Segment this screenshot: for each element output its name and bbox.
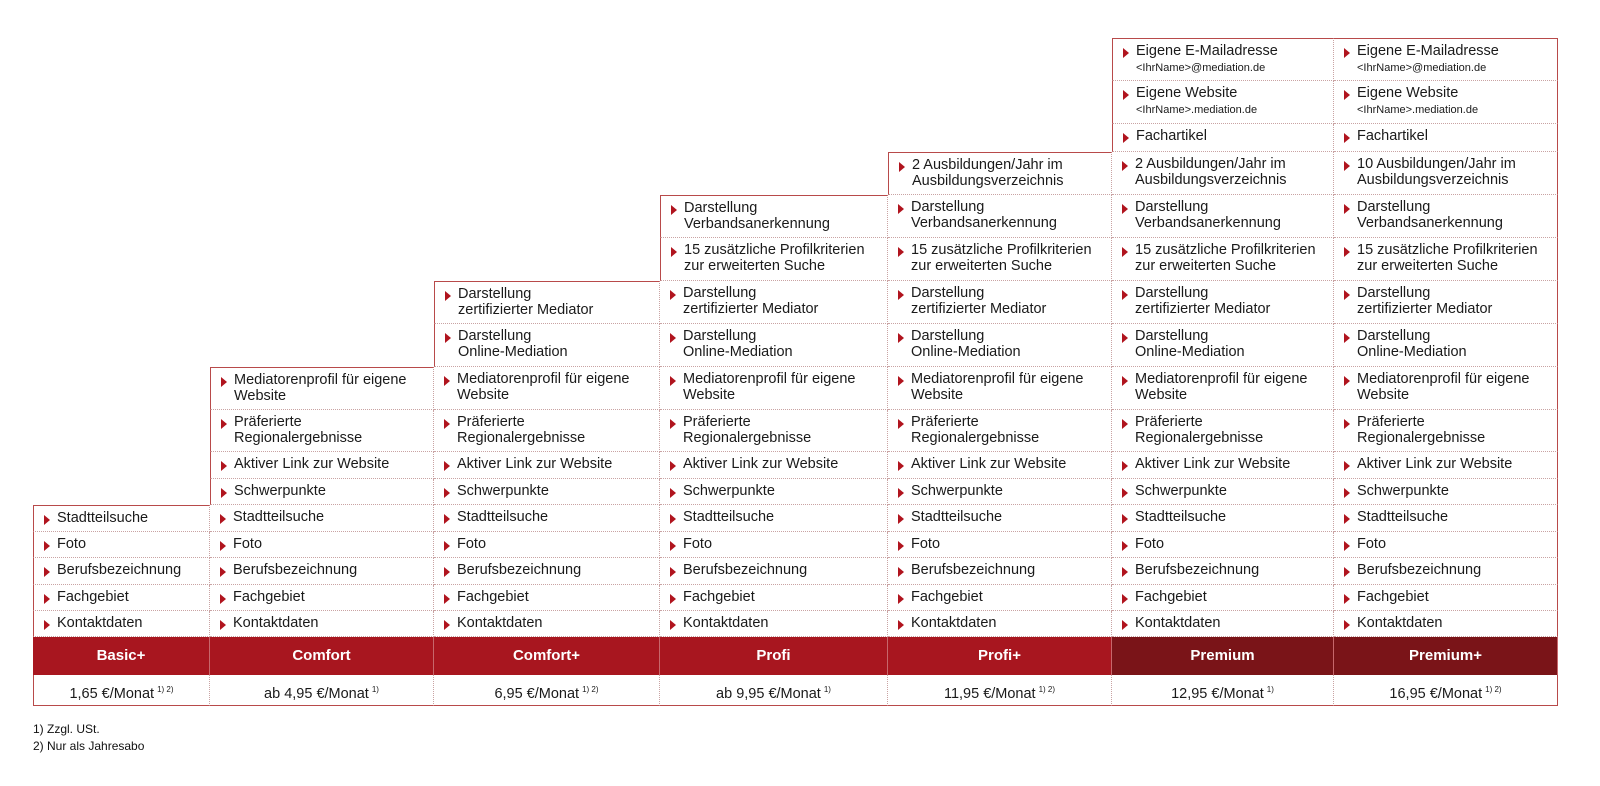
bullet-triangle-icon: [1123, 133, 1129, 143]
bullet-triangle-icon: [1123, 90, 1129, 100]
feature-cell: [1112, 585, 1334, 611]
bullet-triangle-icon: [221, 461, 227, 471]
bullet-triangle-icon: [445, 291, 451, 301]
feature-label: Mediatorenprofil für eigene Website: [234, 372, 407, 404]
feature-cell: [888, 452, 1112, 479]
bullet-triangle-icon: [1122, 419, 1128, 429]
feature-cell: [1334, 611, 1558, 637]
feature-cell: [1112, 367, 1334, 410]
feature-cell: [210, 479, 434, 505]
feature-cell: [1334, 81, 1558, 124]
plan-header: Premium+: [1334, 637, 1558, 675]
bullet-triangle-icon: [220, 594, 226, 604]
bullet-triangle-icon: [220, 620, 226, 630]
feature-cell: [210, 505, 434, 532]
price-value: 6,95 €/Monat: [494, 686, 580, 702]
bullet-triangle-icon: [670, 488, 676, 498]
footnotes: [33, 721, 144, 755]
feature-label: Präferierte Regionalergebnisse: [911, 414, 1040, 446]
bullet-triangle-icon: [898, 204, 904, 214]
feature-cell: [1112, 410, 1334, 452]
feature-cell: [1112, 238, 1334, 281]
feature-cell: [434, 532, 660, 558]
feature-cell: [1112, 611, 1334, 637]
plan-header: Comfort+: [434, 637, 660, 675]
feature-label: Fachgebiet: [57, 589, 129, 605]
feature-cell: [888, 195, 1112, 238]
feature-cell: [660, 195, 888, 238]
feature-cell: [434, 324, 660, 367]
feature-cell: [888, 558, 1112, 585]
feature-label: Schwerpunkte: [1135, 483, 1227, 499]
feature-cell: [1112, 195, 1334, 238]
footnote-1: 1) Zzgl. USt.: [33, 722, 100, 736]
feature-label: Darstellung Online-Mediation: [458, 328, 568, 360]
bullet-triangle-icon: [444, 461, 450, 471]
feature-label: Präferierte Regionalergebnisse: [234, 414, 363, 446]
plan-price: [1334, 675, 1558, 706]
bullet-triangle-icon: [1122, 488, 1128, 498]
feature-label: Darstellung zertifizierter Mediator: [911, 285, 1047, 317]
feature-label: Präferierte Regionalergebnisse: [1135, 414, 1264, 446]
feature-cell: [210, 410, 434, 452]
feature-label: Fachartikel: [1136, 128, 1207, 144]
bullet-triangle-icon: [1122, 204, 1128, 214]
feature-label: Stadtteilsuche: [457, 509, 549, 525]
bullet-triangle-icon: [898, 333, 904, 343]
bullet-triangle-icon: [898, 461, 904, 471]
feature-label: Eigene E-Mailadresse: [1136, 43, 1278, 59]
feature-label: Aktiver Link zur Website: [683, 456, 839, 472]
bullet-triangle-icon: [444, 488, 450, 498]
bullet-triangle-icon: [1344, 333, 1350, 343]
feature-label: Präferierte Regionalergebnisse: [457, 414, 586, 446]
bullet-triangle-icon: [1122, 567, 1128, 577]
bullet-triangle-icon: [898, 620, 904, 630]
price-footnote-ref: 1): [823, 685, 831, 694]
feature-label: Stadtteilsuche: [233, 509, 325, 525]
price-footnote-ref: 1) 2): [582, 685, 599, 694]
feature-label: Berufsbezeichnung: [57, 562, 182, 578]
bullet-triangle-icon: [221, 377, 227, 387]
feature-label: Eigene E-Mailadresse: [1357, 43, 1499, 59]
feature-cell: [888, 505, 1112, 532]
feature-cell: [888, 281, 1112, 324]
bullet-triangle-icon: [1122, 514, 1128, 524]
feature-cell: [888, 324, 1112, 367]
feature-label: Foto: [683, 536, 713, 552]
feature-label: Kontaktdaten: [57, 615, 143, 631]
feature-cell: [660, 505, 888, 532]
feature-label: Kontaktdaten: [1135, 615, 1221, 631]
bullet-triangle-icon: [1122, 461, 1128, 471]
feature-label: Berufsbezeichnung: [1357, 562, 1482, 578]
feature-label: Foto: [57, 536, 87, 552]
feature-cell: [434, 452, 660, 479]
bullet-triangle-icon: [1122, 161, 1128, 171]
feature-cell: [660, 611, 888, 637]
bullet-triangle-icon: [1122, 376, 1128, 386]
feature-label: Mediatorenprofil für eigene Website: [1135, 371, 1308, 403]
bullet-triangle-icon: [221, 488, 227, 498]
feature-cell: [210, 532, 434, 558]
bullet-triangle-icon: [898, 376, 904, 386]
bullet-triangle-icon: [44, 567, 50, 577]
feature-label: Schwerpunkte: [234, 483, 326, 499]
bullet-triangle-icon: [444, 541, 450, 551]
feature-label: Stadtteilsuche: [1357, 509, 1449, 525]
feature-cell: [1334, 195, 1558, 238]
plan-header: Basic+: [33, 637, 210, 675]
feature-label: Kontaktdaten: [457, 615, 543, 631]
price-value: 12,95 €/Monat: [1171, 686, 1264, 702]
bullet-triangle-icon: [671, 247, 677, 257]
plan-price: [888, 675, 1112, 706]
feature-label: Fachgebiet: [683, 589, 755, 605]
bullet-triangle-icon: [670, 461, 676, 471]
feature-cell: [1334, 452, 1558, 479]
feature-cell: [210, 367, 434, 410]
feature-label: Stadtteilsuche: [1135, 509, 1227, 525]
feature-cell: [1112, 81, 1334, 124]
feature-label: 2 Ausbildungen/Jahr im Ausbildungsverzeichnis: [1135, 156, 1287, 188]
bullet-triangle-icon: [898, 488, 904, 498]
feature-cell: [660, 367, 888, 410]
feature-cell: [210, 452, 434, 479]
feature-label: Darstellung Verbandsanerkennung: [1135, 199, 1281, 231]
bullet-triangle-icon: [1122, 290, 1128, 300]
bullet-triangle-icon: [1344, 90, 1350, 100]
feature-cell: [33, 558, 210, 585]
feature-cell: [660, 585, 888, 611]
feature-label: Präferierte Regionalergebnisse: [1357, 414, 1486, 446]
feature-cell: [434, 585, 660, 611]
plan-price: [33, 675, 210, 706]
feature-label: Berufsbezeichnung: [457, 562, 582, 578]
feature-label: Darstellung zertifizierter Mediator: [1357, 285, 1493, 317]
feature-cell: [660, 281, 888, 324]
feature-label: Kontaktdaten: [1357, 615, 1443, 631]
feature-label: Berufsbezeichnung: [683, 562, 808, 578]
feature-cell: [888, 367, 1112, 410]
bullet-triangle-icon: [444, 514, 450, 524]
footnote-2: 2) Nur als Jahresabo: [33, 739, 145, 753]
feature-cell: [1112, 532, 1334, 558]
feature-cell: [888, 585, 1112, 611]
plan-price: [210, 675, 434, 706]
feature-label: Aktiver Link zur Website: [1135, 456, 1291, 472]
feature-label: Darstellung Verbandsanerkennung: [1357, 199, 1503, 231]
feature-cell: [1334, 324, 1558, 367]
feature-label: Eigene Website: [1357, 85, 1459, 101]
feature-cell: [1334, 124, 1558, 152]
feature-cell: [33, 611, 210, 637]
bullet-triangle-icon: [444, 620, 450, 630]
feature-label: Schwerpunkte: [1357, 483, 1449, 499]
feature-label: Kontaktdaten: [683, 615, 769, 631]
feature-label: Foto: [233, 536, 263, 552]
price-value: 1,65 €/Monat: [69, 686, 155, 702]
feature-cell: [660, 238, 888, 281]
feature-label: Mediatorenprofil für eigene Website: [1357, 371, 1530, 403]
bullet-triangle-icon: [44, 541, 50, 551]
feature-label: 15 zusätzliche Profilkriterien zur erweiterten Suche: [1357, 242, 1538, 274]
bullet-triangle-icon: [1344, 594, 1350, 604]
bullet-triangle-icon: [1122, 247, 1128, 257]
feature-cell: [1112, 124, 1334, 152]
feature-label: Stadtteilsuche: [57, 510, 149, 526]
feature-label: Mediatorenprofil für eigene Website: [457, 371, 630, 403]
bullet-triangle-icon: [220, 567, 226, 577]
bullet-triangle-icon: [899, 162, 905, 172]
bullet-triangle-icon: [670, 290, 676, 300]
feature-label: Fachgebiet: [457, 589, 529, 605]
feature-label: Präferierte Regionalergebnisse: [683, 414, 812, 446]
feature-label: Darstellung zertifizierter Mediator: [683, 285, 819, 317]
feature-label: Fachgebiet: [911, 589, 983, 605]
feature-cell: [660, 410, 888, 452]
bullet-triangle-icon: [1122, 333, 1128, 343]
feature-label: 10 Ausbildungen/Jahr im Ausbildungsverzeichnis: [1357, 156, 1516, 188]
bullet-triangle-icon: [1344, 290, 1350, 300]
feature-label: Fachartikel: [1357, 128, 1428, 144]
bullet-triangle-icon: [898, 594, 904, 604]
feature-cell: [33, 585, 210, 611]
bullet-triangle-icon: [670, 376, 676, 386]
feature-cell: [1334, 281, 1558, 324]
feature-label: 15 zusätzliche Profilkriterien zur erweiterten Suche: [911, 242, 1092, 274]
feature-cell: [33, 505, 210, 532]
feature-cell: [1334, 505, 1558, 532]
bullet-triangle-icon: [1344, 204, 1350, 214]
bullet-triangle-icon: [898, 247, 904, 257]
feature-label: Berufsbezeichnung: [1135, 562, 1260, 578]
feature-label: Fachgebiet: [1135, 589, 1207, 605]
feature-label: Fachgebiet: [1357, 589, 1429, 605]
bullet-triangle-icon: [671, 205, 677, 215]
feature-cell: [1112, 324, 1334, 367]
feature-cell: [1334, 152, 1558, 195]
feature-label: Darstellung Verbandsanerkennung: [684, 200, 830, 232]
feature-cell: [1112, 479, 1334, 505]
feature-label: Kontaktdaten: [233, 615, 319, 631]
feature-label: Aktiver Link zur Website: [234, 456, 390, 472]
bullet-triangle-icon: [44, 594, 50, 604]
feature-label: Foto: [1135, 536, 1165, 552]
feature-cell: [888, 611, 1112, 637]
feature-label: Schwerpunkte: [911, 483, 1003, 499]
plan-price: [660, 675, 888, 706]
bullet-triangle-icon: [1122, 541, 1128, 551]
feature-cell: [210, 611, 434, 637]
feature-label: Stadtteilsuche: [911, 509, 1003, 525]
feature-cell: [434, 367, 660, 410]
feature-label: Darstellung Online-Mediation: [1135, 328, 1245, 360]
bullet-triangle-icon: [1344, 48, 1350, 58]
bullet-triangle-icon: [1122, 594, 1128, 604]
bullet-triangle-icon: [898, 567, 904, 577]
feature-cell: [1112, 152, 1334, 195]
price-footnote-ref: 1) 2): [157, 685, 174, 694]
bullet-triangle-icon: [1344, 541, 1350, 551]
feature-label: Fachgebiet: [233, 589, 305, 605]
bullet-triangle-icon: [670, 419, 676, 429]
bullet-triangle-icon: [898, 419, 904, 429]
plan-price: [434, 675, 660, 706]
price-footnote-ref: 1): [1266, 685, 1274, 694]
bullet-triangle-icon: [670, 594, 676, 604]
feature-sublabel: <IhrName>@mediation.de: [1357, 62, 1487, 74]
feature-cell: [1112, 452, 1334, 479]
bullet-triangle-icon: [670, 541, 676, 551]
feature-label: Darstellung zertifizierter Mediator: [458, 286, 594, 318]
feature-label: Berufsbezeichnung: [911, 562, 1036, 578]
plan-header: Profi: [660, 637, 888, 675]
bullet-triangle-icon: [444, 567, 450, 577]
feature-cell: [1112, 505, 1334, 532]
bullet-triangle-icon: [1344, 567, 1350, 577]
feature-label: Aktiver Link zur Website: [1357, 456, 1513, 472]
bullet-triangle-icon: [44, 620, 50, 630]
feature-cell: [210, 558, 434, 585]
bullet-triangle-icon: [1344, 461, 1350, 471]
bullet-triangle-icon: [220, 541, 226, 551]
feature-label: Darstellung zertifizierter Mediator: [1135, 285, 1271, 317]
feature-cell: [888, 238, 1112, 281]
bullet-triangle-icon: [670, 567, 676, 577]
bullet-triangle-icon: [444, 376, 450, 386]
feature-cell: [888, 479, 1112, 505]
bullet-triangle-icon: [898, 514, 904, 524]
feature-cell: [660, 479, 888, 505]
price-value: 11,95 €/Monat: [943, 686, 1036, 702]
plan-header: Premium: [1112, 637, 1334, 675]
feature-label: Aktiver Link zur Website: [911, 456, 1067, 472]
bullet-triangle-icon: [1344, 514, 1350, 524]
bullet-triangle-icon: [898, 290, 904, 300]
price-footnote-ref: 1) 2): [1038, 685, 1056, 694]
feature-label: Foto: [911, 536, 941, 552]
price-footnote-ref: 1): [371, 685, 379, 694]
feature-cell: [1334, 238, 1558, 281]
feature-label: Darstellung Online-Mediation: [911, 328, 1021, 360]
feature-label: 15 zusätzliche Profilkriterien zur erweiterten Suche: [684, 242, 865, 274]
feature-cell: [1334, 479, 1558, 505]
feature-sublabel: <IhrName>@mediation.de: [1136, 62, 1266, 74]
bullet-triangle-icon: [445, 333, 451, 343]
plan-header: Profi+: [888, 637, 1112, 675]
price-footnote-ref: 1) 2): [1485, 685, 1502, 694]
feature-label: Aktiver Link zur Website: [457, 456, 613, 472]
feature-cell: [434, 410, 660, 452]
feature-cell: [660, 558, 888, 585]
bullet-triangle-icon: [898, 541, 904, 551]
feature-label: Darstellung Online-Mediation: [1357, 328, 1467, 360]
feature-cell: [1334, 558, 1558, 585]
feature-cell: [210, 585, 434, 611]
bullet-triangle-icon: [670, 620, 676, 630]
bullet-triangle-icon: [44, 515, 50, 525]
feature-cell: [1112, 38, 1334, 81]
bullet-triangle-icon: [670, 514, 676, 524]
feature-cell: [434, 558, 660, 585]
feature-cell: [660, 452, 888, 479]
feature-cell: [1334, 410, 1558, 452]
feature-cell: [888, 532, 1112, 558]
feature-sublabel: <IhrName>.mediation.de: [1357, 104, 1479, 116]
bullet-triangle-icon: [1344, 133, 1350, 143]
feature-label: Eigene Website: [1136, 85, 1238, 101]
feature-sublabel: <IhrName>.mediation.de: [1136, 104, 1258, 116]
plan-header: Comfort: [210, 637, 434, 675]
feature-cell: [660, 324, 888, 367]
feature-cell: [1334, 532, 1558, 558]
bullet-triangle-icon: [1344, 488, 1350, 498]
feature-label: Kontaktdaten: [911, 615, 997, 631]
price-value: ab 4,95 €/Monat: [264, 686, 369, 702]
feature-label: Schwerpunkte: [457, 483, 549, 499]
feature-label: Darstellung Verbandsanerkennung: [911, 199, 1057, 231]
feature-label: Berufsbezeichnung: [233, 562, 358, 578]
feature-cell: [1334, 367, 1558, 410]
feature-label: 2 Ausbildungen/Jahr im Ausbildungsverzeichnis: [912, 157, 1064, 189]
feature-label: Foto: [457, 536, 487, 552]
feature-label: Mediatorenprofil für eigene Website: [683, 371, 856, 403]
feature-cell: [660, 532, 888, 558]
feature-label: Mediatorenprofil für eigene Website: [911, 371, 1084, 403]
feature-label: Stadtteilsuche: [683, 509, 775, 525]
bullet-triangle-icon: [670, 333, 676, 343]
feature-cell: [1334, 585, 1558, 611]
plan-price: [1112, 675, 1334, 706]
feature-label: Schwerpunkte: [683, 483, 775, 499]
feature-cell: [434, 281, 660, 324]
feature-cell: [434, 479, 660, 505]
feature-cell: [1112, 281, 1334, 324]
bullet-triangle-icon: [221, 419, 227, 429]
bullet-triangle-icon: [1344, 247, 1350, 257]
feature-cell: [434, 611, 660, 637]
bullet-triangle-icon: [444, 594, 450, 604]
bullet-triangle-icon: [1122, 620, 1128, 630]
price-value: ab 9,95 €/Monat: [716, 686, 821, 702]
bullet-triangle-icon: [1344, 376, 1350, 386]
feature-cell: [888, 152, 1112, 195]
bullet-triangle-icon: [1123, 48, 1129, 58]
feature-cell: [1334, 38, 1558, 81]
bullet-triangle-icon: [1344, 620, 1350, 630]
bullet-triangle-icon: [444, 419, 450, 429]
feature-cell: [1112, 558, 1334, 585]
feature-label: Darstellung Online-Mediation: [683, 328, 793, 360]
feature-cell: [888, 410, 1112, 452]
bullet-triangle-icon: [1344, 419, 1350, 429]
feature-cell: [33, 532, 210, 558]
feature-label: 15 zusätzliche Profilkriterien zur erweiterten Suche: [1135, 242, 1316, 274]
feature-cell: [434, 505, 660, 532]
bullet-triangle-icon: [220, 514, 226, 524]
bullet-triangle-icon: [1344, 161, 1350, 171]
price-value: 16,95 €/Monat: [1389, 686, 1483, 702]
feature-label: Foto: [1357, 536, 1387, 552]
